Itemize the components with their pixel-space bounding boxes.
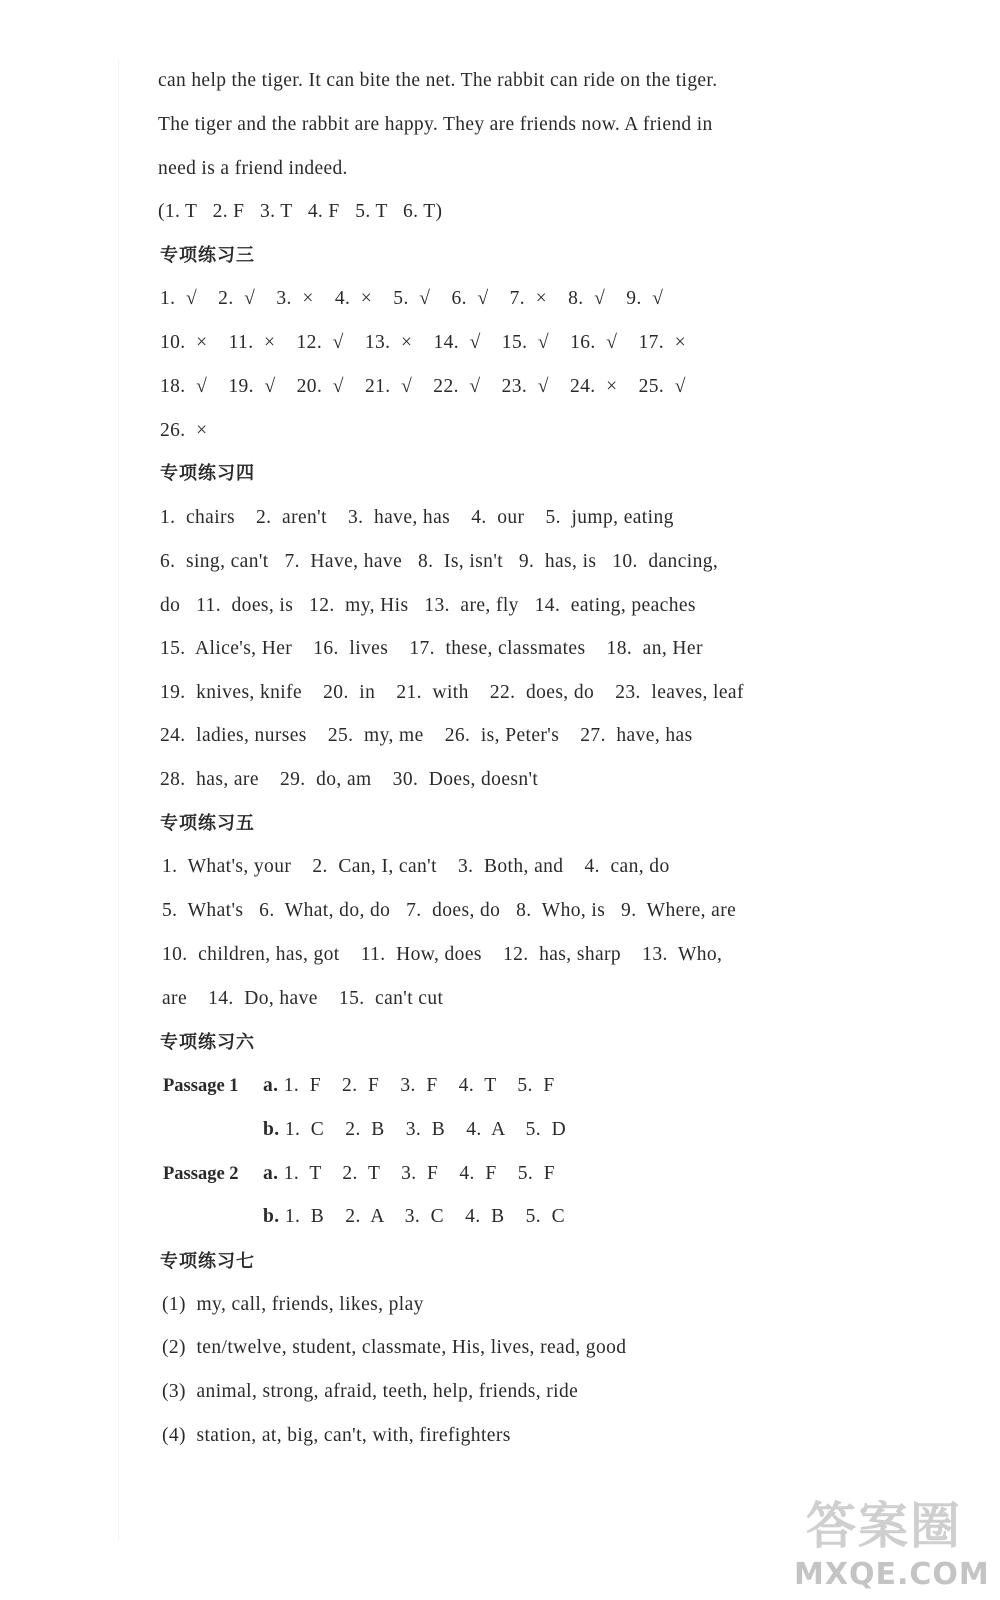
section-4-row-2: 6. sing, can't 7. Have, have 8. Is, isn't 9. has, is 10. dancing, xyxy=(160,551,719,572)
section-5-row-2: 5. What's 6. What, do, do 7. does, do 8. Who, is 9. Where, are xyxy=(162,900,737,921)
passage-1-b-label: b. xyxy=(263,1119,280,1140)
passage-1-b xyxy=(263,1116,566,1144)
section-3-row-2: 10. × 11. × 12. √ 13. × 14. √ 15. √ 16. √ 17. × xyxy=(160,332,686,353)
intro-line-2: The tiger and the rabbit are happy. They are friends now. A friend in xyxy=(158,114,713,135)
section-7-heading: 专项练习七 xyxy=(160,1251,255,1272)
passage-1-a xyxy=(263,1072,555,1100)
section-4-row-1: 1. chairs 2. aren't 3. have, has 4. our 5. jump, eating xyxy=(160,507,674,528)
section-4-heading: 专项练习四 xyxy=(160,463,255,484)
page-edge-shadow xyxy=(118,60,119,1540)
passage-2-label: Passage 2 xyxy=(163,1164,239,1184)
passage-1-a-answers: 1. F 2. F 3. F 4. T 5. F xyxy=(283,1075,555,1096)
section-7-row-4: (4) station, at, big, can't, with, firefighters xyxy=(162,1425,511,1446)
section-4-row-4: 15. Alice's, Her 16. lives 17. these, classmates 18. an, Her xyxy=(160,638,703,659)
intro-answers: (1. T 2. F 3. T 4. F 5. T 6. T) xyxy=(158,201,443,222)
section-7-row-1: (1) my, call, friends, likes, play xyxy=(162,1294,424,1315)
section-5-row-4: are 14. Do, have 15. can't cut xyxy=(162,988,444,1009)
section-7-row-3: (3) animal, strong, afraid, teeth, help, friends, ride xyxy=(162,1381,579,1402)
passage-2-a xyxy=(263,1160,555,1188)
watermark-top-text: 答案圈 xyxy=(806,1497,962,1555)
section-4-row-7: 28. has, are 29. do, am 30. Does, doesn't xyxy=(160,769,539,790)
passage-1-label: Passage 1 xyxy=(163,1076,239,1096)
watermark-logo xyxy=(792,1486,990,1594)
intro-line-1: can help the tiger. It can bite the net. The rabbit can ride on the tiger. xyxy=(158,70,718,91)
section-3-heading: 专项练习三 xyxy=(160,245,255,266)
section-3-row-3: 18. √ 19. √ 20. √ 21. √ 22. √ 23. √ 24. × 25. √ xyxy=(160,376,686,397)
section-5-row-1: 1. What's, your 2. Can, I, can't 3. Both, and 4. can, do xyxy=(162,856,670,877)
section-4-row-3: do 11. does, is 12. my, His 13. are, fly 14. eating, peaches xyxy=(160,595,696,616)
passage-2-a-label: a. xyxy=(263,1163,279,1184)
section-4-row-5: 19. knives, knife 20. in 21. with 22. does, do 23. leaves, leaf xyxy=(160,682,744,703)
section-4-row-6: 24. ladies, nurses 25. my, me 26. is, Peter's 27. have, has xyxy=(160,725,693,746)
watermark-bottom-text: MXQE.COM xyxy=(794,1557,990,1592)
section-5-heading: 专项练习五 xyxy=(160,813,255,834)
intro-line-3: need is a friend indeed. xyxy=(158,158,348,179)
passage-2-b-label: b. xyxy=(263,1206,280,1227)
section-3-row-4: 26. × xyxy=(160,420,208,441)
passage-2-b xyxy=(263,1203,565,1231)
section-7-row-2: (2) ten/twelve, student, classmate, His, lives, read, good xyxy=(162,1337,627,1358)
section-6-heading: 专项练习六 xyxy=(160,1032,255,1053)
section-3-row-1: 1. √ 2. √ 3. × 4. × 5. √ 6. √ 7. × 8. √ 9. √ xyxy=(160,288,664,309)
passage-1-a-label: a. xyxy=(263,1075,279,1096)
section-5-row-3: 10. children, has, got 11. How, does 12. has, sharp 13. Who, xyxy=(162,944,723,965)
passage-1-b-answers: 1. C 2. B 3. B 4. A 5. D xyxy=(284,1119,567,1140)
passage-2-a-answers: 1. T 2. T 3. F 4. F 5. F xyxy=(283,1163,555,1184)
passage-2-b-answers: 1. B 2. A 3. C 4. B 5. C xyxy=(284,1206,566,1227)
